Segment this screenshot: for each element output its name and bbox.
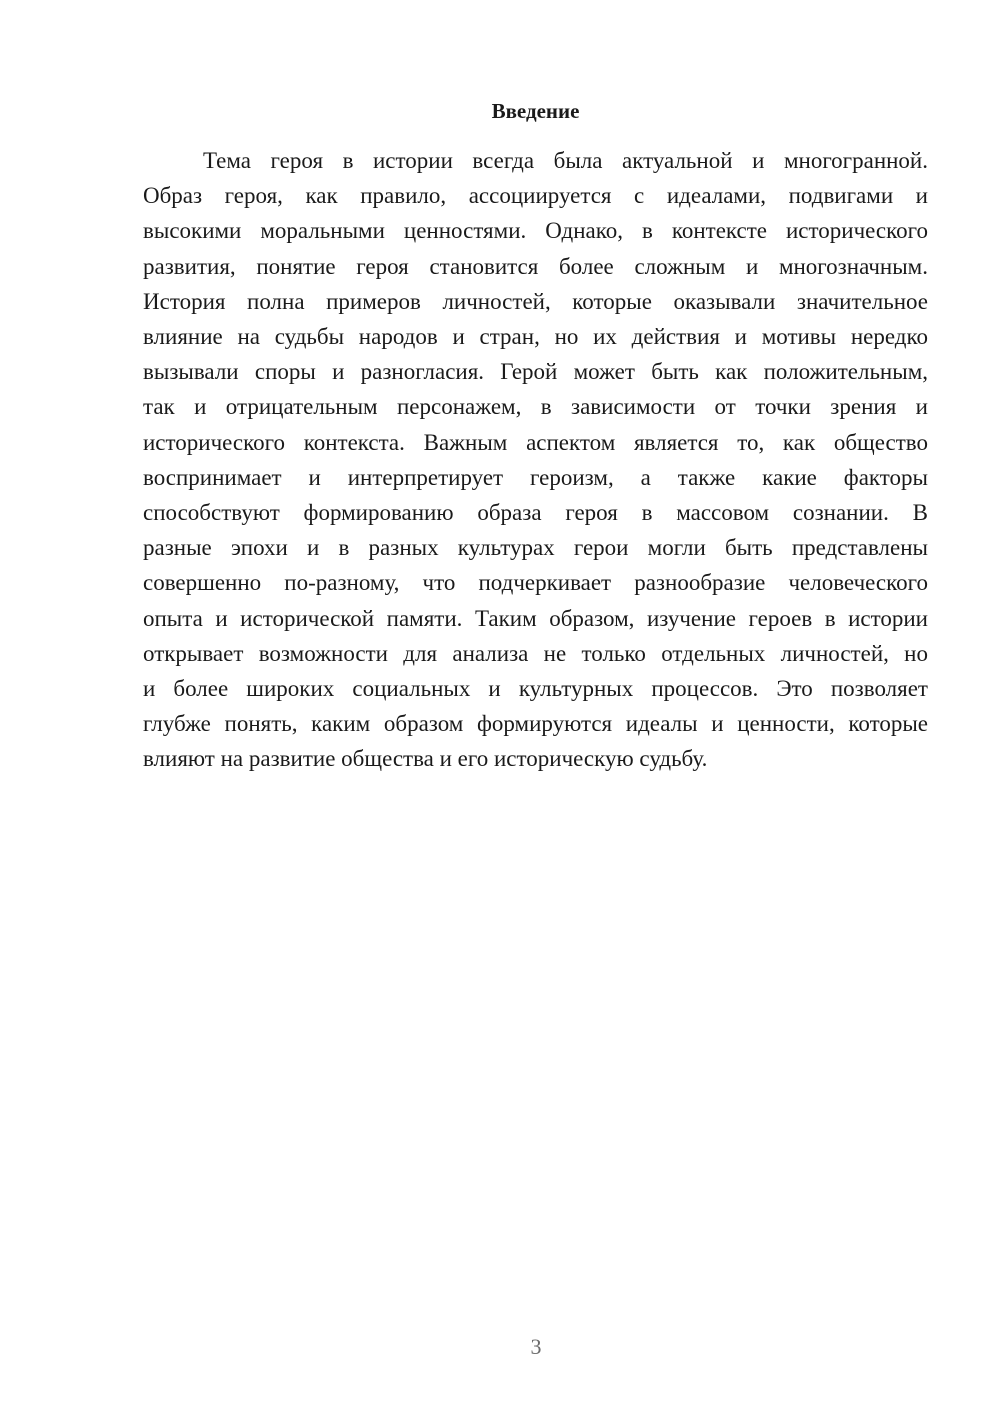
paragraph-line: глубже понять, каким образом формируются идеалы и ценности, которые: [143, 711, 928, 737]
paragraph-line: совершенно по-разному, что подчеркивает разнообразие человеческого: [143, 570, 928, 596]
paragraph-line: открывает возможности для анализа не только отдельных личностей, но: [143, 640, 928, 666]
page-number: 3: [530, 1334, 542, 1359]
paragraph-line: опыта и исторической памяти. Таким образом, изучение героев в истории: [143, 605, 928, 631]
paragraph-line: История полна примеров личностей, которые оказывали значительное: [143, 288, 928, 314]
paragraph-line: Образ героя, как правило, ассоциируется с идеалами, подвигами и: [143, 183, 928, 209]
paragraph-line: влияние на судьбы народов и стран, но их действия и мотивы нередко: [143, 324, 928, 350]
body-paragraph: [143, 143, 928, 777]
paragraph-line: воспринимает и интерпретирует героизм, а также какие факторы: [143, 464, 928, 490]
paragraph-line-last: влияют на развитие общества и его историческую судьбу.: [143, 746, 708, 772]
paragraph-line: так и отрицательным персонажем, в зависимости от точки зрения и: [143, 394, 928, 420]
paragraph-line: способствуют формированию образа героя в массовом сознании. В: [143, 500, 928, 526]
section-heading: Введение: [491, 99, 580, 123]
paragraph-line: развития, понятие героя становится более сложным и многозначным.: [143, 253, 928, 279]
paragraph-line: высокими моральными ценностями. Однако, в контексте исторического: [143, 218, 928, 244]
paragraph-line: и более широких социальных и культурных процессов. Это позволяет: [143, 676, 928, 702]
paragraph-line: разные эпохи и в разных культурах герои могли быть представлены: [143, 535, 928, 561]
paragraph-line: вызывали споры и разногласия. Герой может быть как положительным,: [143, 359, 928, 385]
paragraph-line: исторического контекста. Важным аспектом является то, как общество: [143, 429, 928, 455]
paragraph-line: Тема героя в истории всегда была актуальной и многогранной.: [203, 148, 928, 173]
